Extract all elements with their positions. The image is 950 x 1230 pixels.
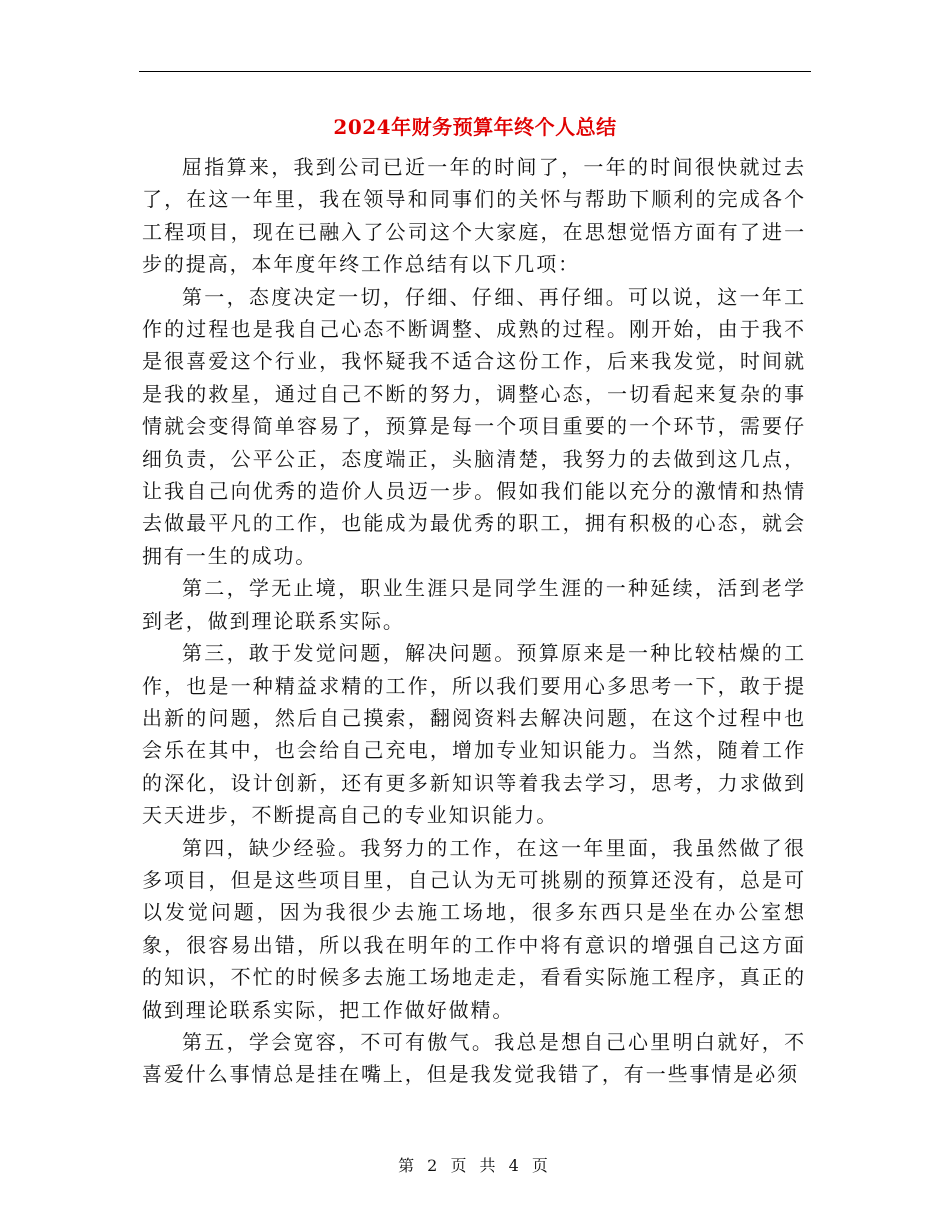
paragraph-intro: 屈指算来，我到公司已近一年的时间了，一年的时间很快就过去了，在这一年里，我在领导和同事们的关怀与帮助下顺利的完成各个工程项目，现在已融入了公司这个大家庭，在思想觉悟方面有了进一步的提高，本年度年终工作总结有以下几项： <box>142 155 806 277</box>
paragraph-fourth-point: 第四，缺少经验。我努力的工作，在这一年里面，我虽然做了很多项目，但是这些项目里，自己认为无可挑剔的预算还没有，总是可以发觉问题，因为我很少去施工场地，很多东西只是坐在办公室想象，很容易出错，所以我在明年的工作中将有意识的增强自己这方面的知识，不忙的时候多去施工场地走走，看看实际施工程序，真正的做到理论联系实际，把工作做好做精。 <box>142 835 806 1022</box>
paragraph-third-point: 第三，敢于发觉问题，解决问题。预算原来是一种比较枯燥的工作，也是一种精益求精的工作，所以我们要用心多思考一下，敢于提出新的问题，然后自己摸索，翻阅资料去解决问题，在这个过程中也会乐在其中，也会给自己充电，增加专业知识能力。当然，随着工作的深化，设计创新，还有更多新知识等着我去学习，思考，力求做到天天进步，不断提高自己的专业知识能力。 <box>142 641 806 828</box>
document-title: 2024年财务预算年终个人总结 <box>333 115 617 139</box>
paragraph-second-point: 第二，学无止境，职业生涯只是同学生涯的一种延续，活到老学到老，做到理论联系实际。 <box>142 576 806 633</box>
paragraph-fifth-point: 第五，学会宽容，不可有傲气。我总是想自己心里明白就好，不喜爱什么事情总是挂在嘴上，但是我发觉我错了，有一些事情是必须 <box>142 1029 806 1087</box>
page-number-footer: 第 2 页 共 4 页 <box>398 1156 552 1175</box>
header-rule <box>139 71 811 72</box>
paragraph-first-point: 第一，态度决定一切，仔细、仔细、再仔细。可以说，这一年工作的过程也是我自己心态不断调整、成熟的过程。刚开始，由于我不是很喜爱这个行业，我怀疑我不适合这份工作，后来我发觉，时间就是我的救星，通过自己不断的努力，调整心态，一切看起来复杂的事情就会变得简单容易了，预算是每一个项目重要的一个环节，需要仔细负责，公平公正，态度端正，头脑清楚，我努力的去做到这几点，让我自己向优秀的造价人员迈一步。假如我们能以充分的激情和热情去做最平凡的工作，也能成为最优秀的职工，拥有积极的心态，就会拥有一生的成功。 <box>142 284 806 568</box>
document-body <box>142 151 806 1091</box>
